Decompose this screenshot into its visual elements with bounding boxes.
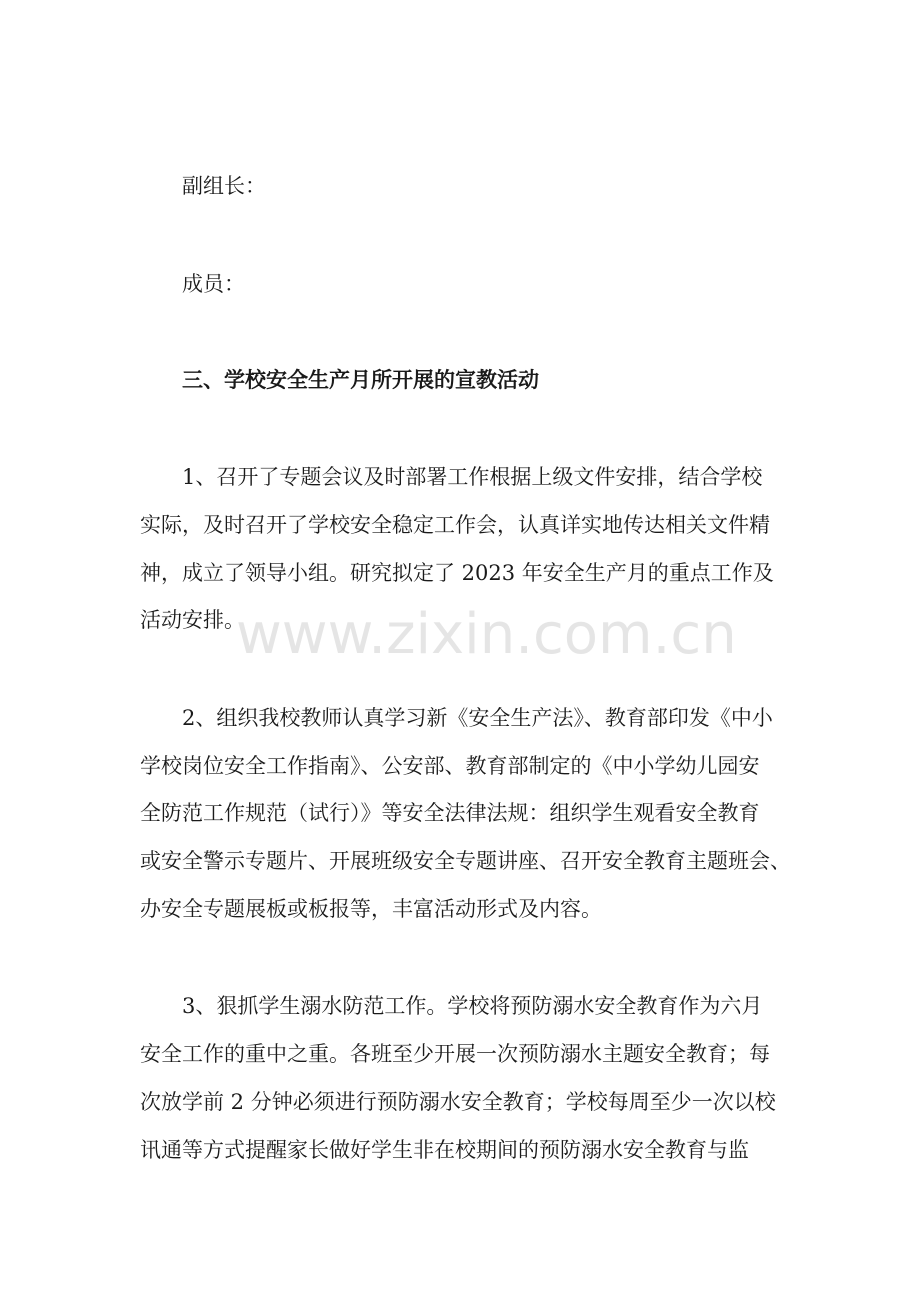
paragraph1-line: 1、召开了专题会议及时部署工作根据上级文件安排，结合学校: [182, 465, 763, 489]
paragraph2-line: 2、组织我校教师认真学习新《安全生产法》、教育部印发《中小: [182, 706, 773, 730]
paragraph2-line: 全防范工作规范（试行）》等安全法律法规：组织学生观看安全教育: [140, 801, 760, 825]
paragraph2-line: 或安全警示专题片、开展班级安全专题讲座、召开安全教育主题班会、: [140, 849, 791, 873]
paragraph2-line: 办安全专题展板或板报等，丰富活动形式及内容。: [140, 897, 602, 921]
members-label: 成员：: [182, 272, 245, 296]
paragraph3-line: 安全工作的重中之重。各班至少开展一次预防溺水主题安全教育；每: [140, 1042, 770, 1066]
paragraph3-line: 3、狠抓学生溺水防范工作。学校将预防溺水安全教育作为六月: [182, 994, 763, 1018]
watermark: www.zixin.com.cn: [236, 602, 737, 667]
paragraph2-line: 学校岗位安全工作指南》、公安部、教育部制定的《中小学幼儿园安: [140, 754, 760, 778]
vice-leader-label: 副组长：: [182, 174, 266, 198]
paragraph1-line: 实际，及时召开了学校安全稳定工作会，认真详实地传达相关文件精: [140, 513, 770, 537]
paragraph3-line: 次放学前 2 分钟必须进行预防溺水安全教育；学校每周至少一次以校: [140, 1090, 776, 1114]
paragraph1-line: 神，成立了领导小组。研究拟定了 2023 年安全生产月的重点工作及: [140, 561, 774, 585]
paragraph1-line: 活动安排。: [140, 608, 245, 632]
paragraph3-line: 讯通等方式提醒家长做好学生非在校期间的预防溺水安全教育与监: [140, 1138, 749, 1162]
section-heading: 三、学校安全生产月所开展的宣教活动: [182, 367, 539, 392]
